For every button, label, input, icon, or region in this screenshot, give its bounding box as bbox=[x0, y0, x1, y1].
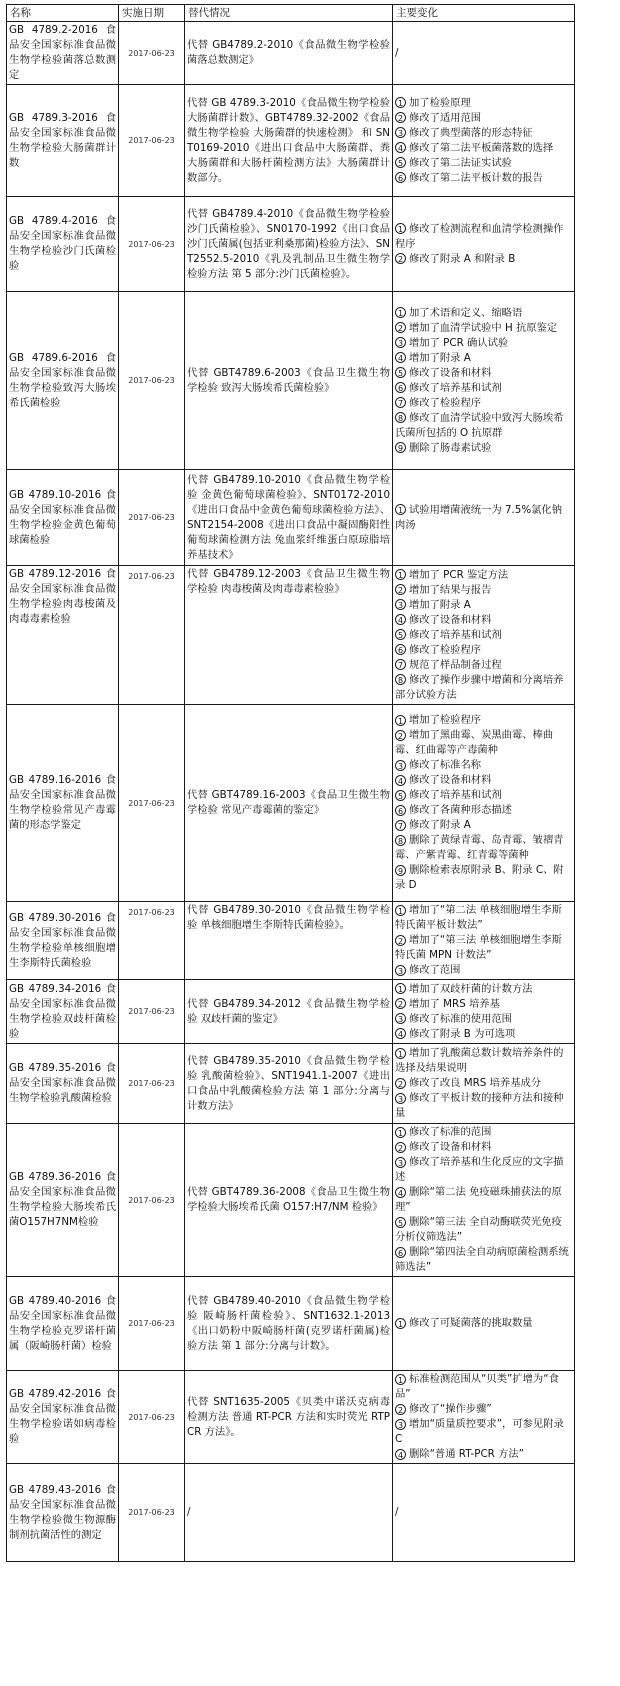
item-number-icon: 2 bbox=[395, 730, 406, 741]
effective-date: 2017-06-23 bbox=[119, 1277, 185, 1371]
change-item bbox=[395, 222, 572, 252]
change-item bbox=[395, 252, 572, 267]
effective-date: 2017-06-23 bbox=[119, 1464, 185, 1562]
replacement-info: 代替 GB4789.4-2010《食品微生物学检验 沙门氏菌检验》、SN0170-1992《出口食品沙门氏菌属(包括亚利桑那菌)检验方法》、SNT2552.5-2010《乳及乳制品卫生微生物学检验方法 第 5 部分:沙门氏菌检验》。 bbox=[185, 197, 393, 292]
item-number-icon: 3 bbox=[395, 337, 406, 348]
change-text: 修改了“操作步骤” bbox=[409, 1403, 492, 1415]
change-item bbox=[395, 568, 572, 583]
change-text: 修改了设备和材料 bbox=[409, 613, 492, 626]
standard-name: GB 4789.2-2016 食品安全国家标准食品微生物学检验菌落总数测定 bbox=[7, 22, 119, 85]
change-text: 修改了适用范围 bbox=[409, 111, 482, 124]
change-text: 修改了培养基和试剂 bbox=[409, 381, 502, 394]
change-text: 删除检索表原附录 B、附录 C、附录 D bbox=[395, 864, 564, 891]
table-row bbox=[7, 902, 575, 980]
change-item bbox=[395, 788, 572, 803]
change-item bbox=[395, 96, 572, 111]
item-number-icon: 6 bbox=[395, 172, 406, 183]
change-item bbox=[395, 1316, 572, 1331]
table-row bbox=[7, 1464, 575, 1562]
change-item bbox=[395, 583, 572, 598]
table-row bbox=[7, 85, 575, 197]
item-number-icon: 3 bbox=[395, 965, 406, 976]
change-item bbox=[395, 773, 572, 788]
standard-name: GB 4789.6-2016 食品安全国家标准食品微生物学检验致泻大肠埃希氏菌检验 bbox=[7, 292, 119, 470]
table-row bbox=[7, 1277, 575, 1371]
replacement-info: 代替 GBT4789.16-2003《食品卫生微生物学检验 常见产毒霉菌的鉴定》 bbox=[185, 705, 393, 902]
item-number-icon: 3 bbox=[395, 127, 406, 138]
change-text: 增加了 PCR 鉴定方法 bbox=[409, 568, 509, 581]
change-item bbox=[395, 411, 572, 441]
replacement-info: 代替 GBT4789.6-2003《食品卫生微生物学检验 致泻大肠埃希氏菌检验》 bbox=[185, 292, 393, 470]
change-item bbox=[395, 1076, 572, 1091]
standard-name: GB 4789.36-2016 食品安全国家标准食品微生物学检验大肠埃希氏菌O157H7NM检验 bbox=[7, 1124, 119, 1277]
item-number-icon: 3 bbox=[395, 1419, 406, 1430]
change-item bbox=[395, 351, 572, 366]
replacement-info: 代替 GB4789.2-2010《食品微生物学检验 菌落总数测定》 bbox=[185, 22, 393, 85]
change-text: 修改了操作步骤中增菌和分离培养部分试验方法 bbox=[395, 673, 564, 701]
change-text: 增加“质量质控要求”，可参见附录 C bbox=[395, 1418, 564, 1445]
change-text: 修改了培养基和试剂 bbox=[409, 628, 502, 641]
change-text: 增加了 MRS 培养基 bbox=[409, 997, 500, 1010]
change-item bbox=[395, 321, 572, 336]
item-number-icon: 4 bbox=[395, 775, 406, 786]
change-text: 增加了附录 A bbox=[409, 598, 471, 611]
item-number-icon: 1 bbox=[395, 1048, 406, 1059]
change-item bbox=[395, 628, 572, 643]
table-row bbox=[7, 1124, 575, 1277]
item-number-icon: 1 bbox=[395, 569, 406, 580]
change-item bbox=[395, 1245, 572, 1275]
item-number-icon: 1 bbox=[395, 504, 406, 515]
change-text: 标准检测范围从“贝类”扩增为“食品” bbox=[395, 1373, 559, 1400]
item-number-icon: 2 bbox=[395, 998, 406, 1009]
change-item bbox=[395, 1417, 572, 1447]
main-changes bbox=[393, 1044, 575, 1124]
change-item bbox=[395, 1125, 572, 1140]
change-item bbox=[395, 171, 572, 186]
item-number-icon: 9 bbox=[395, 865, 406, 876]
table-row bbox=[7, 705, 575, 902]
change-item bbox=[395, 1185, 572, 1215]
item-number-icon: 3 bbox=[395, 1013, 406, 1024]
change-item bbox=[395, 598, 572, 613]
change-text: 修改了检验程序 bbox=[409, 643, 482, 656]
change-text: 增加了 PCR 确认试验 bbox=[409, 336, 509, 349]
table-row bbox=[7, 470, 575, 566]
change-text: 删除“第二法 免疫磁珠捕获法的原理” bbox=[395, 1186, 562, 1213]
change-text: 修改了范围 bbox=[409, 964, 461, 976]
change-item bbox=[395, 1215, 572, 1245]
change-item bbox=[395, 336, 572, 351]
replacement-info: / bbox=[185, 1464, 393, 1562]
change-item bbox=[395, 997, 572, 1012]
standard-name: GB 4789.3-2016 食品安全国家标准食品微生物学检验大肠菌群计数 bbox=[7, 85, 119, 197]
change-item bbox=[395, 643, 572, 658]
effective-date: 2017-06-23 bbox=[119, 22, 185, 85]
change-item bbox=[395, 613, 572, 628]
table-row bbox=[7, 1044, 575, 1124]
table-row bbox=[7, 980, 575, 1044]
change-text: 增加了附录 A bbox=[409, 351, 471, 364]
change-text: 修改了标准的使用范围 bbox=[409, 1012, 512, 1025]
change-text: 修改了血清学试验中致泻大肠埃希氏菌所包括的 O 抗原群 bbox=[395, 411, 564, 439]
replacement-info: 代替 GB4789.40-2010《食品微生物学检验 阪崎肠杆菌检验》、SNT1632.1-2013《出口奶粉中阪崎肠杆菌(克罗诺杆菌属)检验方法 第 1 部分:分离与计数》。 bbox=[185, 1277, 393, 1371]
table-row bbox=[7, 566, 575, 705]
change-text: 增加了乳酸菌总数计数培养条件的选择及结果说明 bbox=[395, 1047, 564, 1074]
main-changes bbox=[393, 1464, 575, 1562]
change-text: 增加了结果与报告 bbox=[409, 583, 492, 596]
change-text: 修改了改良 MRS 培养基成分 bbox=[409, 1077, 542, 1089]
item-number-icon: 7 bbox=[395, 820, 406, 831]
change-item bbox=[395, 441, 572, 456]
main-changes bbox=[393, 1124, 575, 1277]
item-number-icon: 3 bbox=[395, 1157, 406, 1168]
item-number-icon: 4 bbox=[395, 1028, 406, 1039]
header-date: 实施日期 bbox=[119, 5, 185, 22]
main-changes bbox=[393, 470, 575, 566]
change-text: / bbox=[395, 1506, 399, 1518]
change-text: 增加了“第二法 单核细胞增生李斯特氏菌平板计数法” bbox=[395, 904, 562, 931]
change-item bbox=[395, 1155, 572, 1185]
change-text: 修改了设备和材料 bbox=[409, 1141, 492, 1153]
change-item bbox=[395, 673, 572, 703]
change-item bbox=[395, 156, 572, 171]
change-item bbox=[395, 658, 572, 673]
item-number-icon: 5 bbox=[395, 367, 406, 378]
replacement-info: 代替 GB 4789.3-2010《食品微生物学检验 大肠菌群计数》、GBT4789.32-2002《食品微生物学检验 大肠菌群的快速检测》 和 SNT0169-2010《进出口食品中大肠菌群、粪大肠菌群和大肠杆菌检测方法》大肠菌群计数部分。 bbox=[185, 85, 393, 197]
item-number-icon: 7 bbox=[395, 659, 406, 670]
main-changes bbox=[393, 902, 575, 980]
change-text: 修改了设备和材料 bbox=[409, 366, 492, 379]
main-changes bbox=[393, 1277, 575, 1371]
change-item bbox=[395, 1091, 572, 1121]
effective-date: 2017-06-23 bbox=[119, 705, 185, 902]
change-text: 试验用增菌液统一为 7.5%氯化钠肉汤 bbox=[395, 503, 562, 531]
replacement-info: 代替 GBT4789.36-2008《食品卫生微生物学检验大肠埃希氏菌 O157:H7/NM 检验》 bbox=[185, 1124, 393, 1277]
item-number-icon: 2 bbox=[395, 1404, 406, 1415]
change-item bbox=[395, 126, 572, 141]
item-number-icon: 8 bbox=[395, 835, 406, 846]
replacement-info: 代替 SNT1635-2005《贝类中诺沃克病毒检测方法 普通 RT-PCR 方法和实时荧光 RTPCR 方法》。 bbox=[185, 1371, 393, 1464]
change-item bbox=[395, 111, 572, 126]
change-item bbox=[395, 1402, 572, 1417]
standard-name: GB 4789.42-2016 食品安全国家标准食品微生物学检验诺如病毒检验 bbox=[7, 1371, 119, 1464]
effective-date: 2017-06-23 bbox=[119, 980, 185, 1044]
change-text: 增加了黑曲霉、炭黑曲霉、棒曲霉、红曲霉等产毒菌种 bbox=[395, 729, 554, 756]
item-number-icon: 5 bbox=[395, 629, 406, 640]
change-text: 修改了设备和材料 bbox=[409, 774, 492, 786]
replacement-info: 代替 GB4789.12-2003《食品卫生微生物学检验 肉毒梭菌及肉毒毒素检验》 bbox=[185, 566, 393, 705]
item-number-icon: 5 bbox=[395, 790, 406, 801]
change-text: 加了术语和定义、缩略语 bbox=[409, 306, 523, 319]
change-text: 删除了黄绿青霉、岛青霉、皱褶青霉、产紫青霉、红青霉等菌种 bbox=[395, 834, 564, 861]
main-changes bbox=[393, 292, 575, 470]
standard-name: GB 4789.12-2016 食品安全国家标准食品微生物学检验肉毒梭菌及肉毒毒素检验 bbox=[7, 566, 119, 705]
standard-name: GB 4789.43-2016 食品安全国家标准食品微生物学检验微生物源酶制剂抗菌活性的测定 bbox=[7, 1464, 119, 1562]
change-text: 增加了检验程序 bbox=[409, 714, 482, 726]
change-text: 修改了可疑菌落的挑取数量 bbox=[409, 1317, 533, 1329]
item-number-icon: 5 bbox=[395, 1217, 406, 1228]
item-number-icon: 1 bbox=[395, 223, 406, 234]
change-text: 修改了第二法平板计数的报告 bbox=[409, 171, 543, 184]
change-item bbox=[395, 503, 572, 533]
change-item bbox=[395, 728, 572, 758]
change-item bbox=[395, 1372, 572, 1402]
change-item bbox=[395, 46, 572, 61]
replacement-info: 代替 GB4789.34-2012《食品微生物学检验 双歧杆菌的鉴定》 bbox=[185, 980, 393, 1044]
change-item bbox=[395, 758, 572, 773]
table-row bbox=[7, 1371, 575, 1464]
item-number-icon: 4 bbox=[395, 142, 406, 153]
item-number-icon: 1 bbox=[395, 1127, 406, 1138]
change-text: 修改了附录 B 为可选项 bbox=[409, 1027, 516, 1040]
effective-date: 2017-06-23 bbox=[119, 292, 185, 470]
item-number-icon: 6 bbox=[395, 1247, 406, 1258]
change-item bbox=[395, 1012, 572, 1027]
item-number-icon: 2 bbox=[395, 253, 406, 264]
item-number-icon: 9 bbox=[395, 442, 406, 453]
effective-date: 2017-06-23 bbox=[119, 1371, 185, 1464]
change-text: 增加了“第三法 单核细胞增生李斯特氏菌 MPN 计数法” bbox=[395, 934, 562, 961]
main-changes bbox=[393, 1371, 575, 1464]
item-number-icon: 1 bbox=[395, 307, 406, 318]
main-changes bbox=[393, 705, 575, 902]
item-number-icon: 6 bbox=[395, 644, 406, 655]
change-text: 修改了检测流程和血清学检测操作程序 bbox=[395, 222, 564, 250]
replacement-info: 代替 GB4789.10-2010《食品微生物学检验 金黄色葡萄球菌检验》、SNT0172-2010《进出口食品中金黄色葡萄球菌检验方法》、SNT2154-2008《进出口食品中凝固酶阳性葡萄球菌检测方法 兔血浆纤维蛋白原琼脂培养基技术》 bbox=[185, 470, 393, 566]
item-number-icon: 8 bbox=[395, 412, 406, 423]
main-changes bbox=[393, 85, 575, 197]
item-number-icon: 1 bbox=[395, 905, 406, 916]
item-number-icon: 1 bbox=[395, 1374, 406, 1385]
standards-table bbox=[6, 4, 575, 1562]
item-number-icon: 4 bbox=[395, 352, 406, 363]
item-number-icon: 3 bbox=[395, 1093, 406, 1104]
change-text: 修改了各菌种形态描述 bbox=[409, 804, 512, 816]
item-number-icon: 6 bbox=[395, 382, 406, 393]
change-item bbox=[395, 803, 572, 818]
change-text: 修改了培养基和试剂 bbox=[409, 789, 502, 801]
item-number-icon: 1 bbox=[395, 97, 406, 108]
change-item bbox=[395, 903, 572, 933]
change-text: 删除了肠毒素试验 bbox=[409, 441, 492, 454]
item-number-icon: 4 bbox=[395, 614, 406, 625]
change-item bbox=[395, 818, 572, 833]
item-number-icon: 4 bbox=[395, 1449, 406, 1460]
item-number-icon: 7 bbox=[395, 397, 406, 408]
item-number-icon: 1 bbox=[395, 1318, 406, 1329]
change-text: 增加了血清学试验中 H 抗原鉴定 bbox=[409, 321, 558, 334]
standard-name: GB 4789.35-2016 食品安全国家标准食品微生物学检验乳酸菌检验 bbox=[7, 1044, 119, 1124]
replacement-info: 代替 GB4789.30-2010《食品微生物学检验 单核细胞增生李斯特氏菌检验》。 bbox=[185, 902, 393, 980]
change-text: / bbox=[395, 46, 399, 59]
item-number-icon: 6 bbox=[395, 805, 406, 816]
change-text: 修改了检验程序 bbox=[409, 396, 482, 409]
item-number-icon: 8 bbox=[395, 674, 406, 685]
item-number-icon: 3 bbox=[395, 760, 406, 771]
change-item bbox=[395, 713, 572, 728]
header-changes: 主要变化 bbox=[393, 5, 575, 22]
change-text: 增加了双歧杆菌的计数方法 bbox=[409, 982, 533, 995]
standard-name: GB 4789.30-2016 食品安全国家标准食品微生物学检验单核细胞增生李斯特氏菌检验 bbox=[7, 902, 119, 980]
header-row bbox=[7, 5, 575, 22]
item-number-icon: 5 bbox=[395, 157, 406, 168]
change-item bbox=[395, 982, 572, 997]
item-number-icon: 2 bbox=[395, 112, 406, 123]
standard-name: GB 4789.16-2016 食品安全国家标准食品微生物学检验常见产毒霉菌的形态学鉴定 bbox=[7, 705, 119, 902]
change-text: 修改了第二法证实试验 bbox=[409, 156, 512, 169]
change-item bbox=[395, 1027, 572, 1042]
change-item bbox=[395, 1140, 572, 1155]
header-name: 名称 bbox=[7, 5, 119, 22]
change-text: 修改了培养基和生化反应的文字描述 bbox=[395, 1156, 564, 1183]
effective-date: 2017-06-23 bbox=[119, 566, 185, 705]
change-text: 修改了标准的范围 bbox=[409, 1126, 492, 1138]
item-number-icon: 2 bbox=[395, 322, 406, 333]
change-item bbox=[395, 366, 572, 381]
change-text: 规范了样品制备过程 bbox=[409, 658, 502, 671]
table-row bbox=[7, 292, 575, 470]
table-row bbox=[7, 197, 575, 292]
standard-name: GB 4789.10-2016 食品安全国家标准食品微生物学检验金黄色葡萄球菌检验 bbox=[7, 470, 119, 566]
change-text: 修改了典型菌落的形态特征 bbox=[409, 126, 533, 139]
item-number-icon: 2 bbox=[395, 935, 406, 946]
change-text: 修改了附录 A 和附录 B bbox=[409, 252, 516, 265]
change-item bbox=[395, 381, 572, 396]
standard-name: GB 4789.40-2016 食品安全国家标准食品微生物学检验克罗诺杆菌属（阪崎肠杆菌）检验 bbox=[7, 1277, 119, 1371]
change-text: 删除“第三法 全自动酶联荧光免疫分析仪筛选法” bbox=[395, 1216, 562, 1243]
main-changes bbox=[393, 22, 575, 85]
item-number-icon: 2 bbox=[395, 584, 406, 595]
change-item bbox=[395, 1505, 572, 1520]
effective-date: 2017-06-23 bbox=[119, 1044, 185, 1124]
effective-date: 2017-06-23 bbox=[119, 197, 185, 292]
table-row bbox=[7, 22, 575, 85]
change-text: 删除“第四法全自动病原菌检测系统筛选法” bbox=[395, 1246, 569, 1273]
main-changes bbox=[393, 197, 575, 292]
change-item bbox=[395, 933, 572, 963]
change-item bbox=[395, 141, 572, 156]
effective-date: 2017-06-23 bbox=[119, 902, 185, 980]
effective-date: 2017-06-23 bbox=[119, 85, 185, 197]
change-item bbox=[395, 1447, 572, 1462]
item-number-icon: 2 bbox=[395, 1078, 406, 1089]
standard-name: GB 4789.4-2016 食品安全国家标准食品微生物学检验沙门氏菌检验 bbox=[7, 197, 119, 292]
main-changes bbox=[393, 980, 575, 1044]
main-changes bbox=[393, 566, 575, 705]
standard-name: GB 4789.34-2016 食品安全国家标准食品微生物学检验双歧杆菌检验 bbox=[7, 980, 119, 1044]
change-text: 修改了附录 A bbox=[409, 819, 471, 831]
change-text: 删除“普通 RT-PCR 方法” bbox=[409, 1448, 525, 1460]
replacement-info: 代替 GB4789.35-2010《食品微生物学检验 乳酸菌检验》、SNT1941.1-2007《进出口食品中乳酸菌检验方法 第 1 部分:分离与计数方法》 bbox=[185, 1044, 393, 1124]
change-item bbox=[395, 1046, 572, 1076]
change-text: 修改了平板计数的接种方法和接种量 bbox=[395, 1092, 564, 1119]
item-number-icon: 1 bbox=[395, 983, 406, 994]
effective-date: 2017-06-23 bbox=[119, 470, 185, 566]
change-text: 修改了第二法平板菌落数的选择 bbox=[409, 141, 554, 154]
change-item bbox=[395, 396, 572, 411]
change-item bbox=[395, 833, 572, 863]
item-number-icon: 4 bbox=[395, 1187, 406, 1198]
item-number-icon: 2 bbox=[395, 1142, 406, 1153]
change-item bbox=[395, 963, 572, 978]
change-item bbox=[395, 306, 572, 321]
change-text: 加了检验原理 bbox=[409, 96, 471, 109]
item-number-icon: 1 bbox=[395, 715, 406, 726]
effective-date: 2017-06-23 bbox=[119, 1124, 185, 1277]
item-number-icon: 3 bbox=[395, 599, 406, 610]
change-item bbox=[395, 863, 572, 893]
header-replace: 替代情况 bbox=[185, 5, 393, 22]
change-text: 修改了标准名称 bbox=[409, 759, 482, 771]
